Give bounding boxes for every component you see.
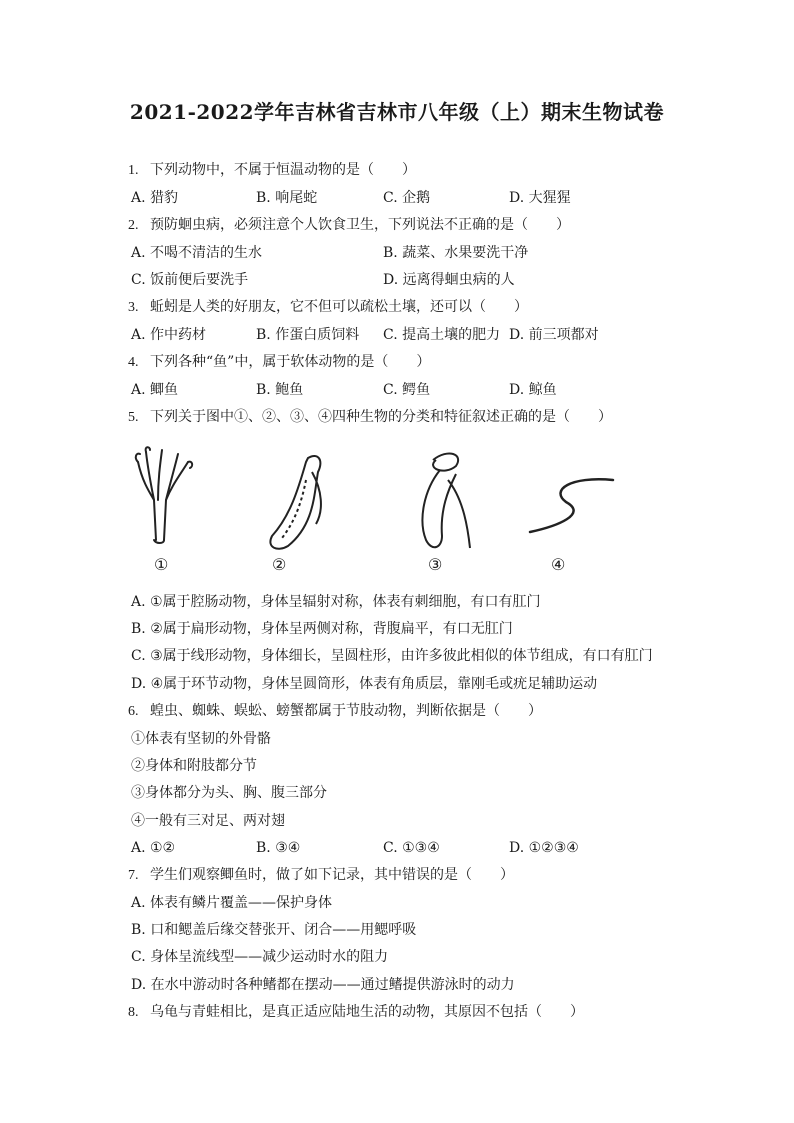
figure-label-3: ③	[428, 555, 443, 574]
option-b: B. 作蛋白质饲料	[256, 327, 360, 343]
question-stem: 下列动物中，不属于恒温动物的是（ ）	[150, 162, 416, 178]
question-7	[128, 865, 514, 886]
question-8	[128, 1002, 584, 1023]
question-stem: 乌龟与青蛙相比，是真正适应陆地生活的动物，其原因不包括（ ）	[150, 1004, 584, 1020]
option-d: D. 前三项都对	[509, 327, 599, 343]
option-c: C. ③属于线形动物，身体细长，呈圆柱形，由许多彼此相似的体节组成，有口有肛门	[131, 648, 653, 664]
option-c: C. 企鹅	[383, 190, 431, 206]
question-stem: 蝗虫、蜘蛛、蜈蚣、螃蟹都属于节肢动物，判断依据是（ ）	[150, 703, 542, 719]
question-6	[128, 701, 542, 722]
flatworm-drawing	[270, 456, 321, 549]
question-number: 3.	[128, 300, 139, 315]
option-c: C. 鳄鱼	[383, 382, 431, 398]
page-title: 2021-2022学年吉林省吉林市八年级（上）期末生物试卷	[129, 100, 665, 124]
question-number: 8.	[128, 1005, 139, 1020]
question-4	[128, 352, 430, 373]
statement-1: ①体表有坚韧的外骨骼	[131, 731, 271, 747]
option-b: B. ②属于扁形动物，身体呈两侧对称，背腹扁平，有口无肛门	[131, 621, 513, 637]
question-stem: 学生们观察鲫鱼时，做了如下记录，其中错误的是（ ）	[150, 867, 514, 883]
question-3	[128, 297, 528, 318]
option-d: D. ④属于环节动物，身体呈圆筒形，体表有角质层，靠刚毛或疣足辅助运动	[131, 676, 598, 692]
option-b: B. 鲍鱼	[256, 382, 304, 398]
option-b: B. 响尾蛇	[256, 190, 318, 206]
organism-figure	[118, 440, 618, 585]
option-d: D. 鲸鱼	[509, 382, 557, 398]
question-2	[128, 215, 570, 236]
option-d: D. 远离得蛔虫病的人	[383, 272, 515, 288]
option-a: A. 不喝不清洁的生水	[131, 245, 263, 261]
option-b: B. ③④	[256, 840, 301, 856]
option-b: B. 蔬菜、水果要洗干净	[383, 245, 529, 261]
option-d: D. ①②③④	[509, 840, 579, 856]
statement-3: ③身体都分为头、胸、腹三部分	[131, 785, 327, 801]
option-a: A. 鲫鱼	[131, 382, 179, 398]
question-number: 4.	[128, 355, 139, 370]
option-c: C. ①③④	[383, 840, 440, 856]
question-number: 5.	[128, 410, 139, 425]
statement-4: ④一般有三对足、两对翅	[131, 813, 285, 829]
question-1	[128, 160, 416, 181]
earthworm-drawing	[530, 479, 613, 532]
hydra-drawing	[136, 447, 192, 543]
option-d: D. 大猩猩	[509, 190, 571, 206]
question-stem: 预防蛔虫病，必须注意个人饮食卫生，下列说法不正确的是（ ）	[150, 217, 570, 233]
figure-label-4: ④	[551, 555, 566, 574]
statement-2: ②身体和附肢都分节	[131, 758, 257, 774]
option-a: A. ①属于腔肠动物，身体呈辐射对称，体表有刺细胞，有口有肛门	[131, 594, 541, 610]
option-d: D. 在水中游动时各种鳍都在摆动——通过鳍提供游泳时的动力	[131, 977, 515, 993]
option-b: B. 口和鳃盖后缘交替张开、闭合——用鳃呼吸	[131, 922, 417, 938]
option-c: C. 提高土壤的肥力	[383, 327, 501, 343]
roundworm-drawing	[422, 453, 470, 548]
question-number: 6.	[128, 704, 139, 719]
figure-label-2: ②	[272, 555, 287, 574]
question-stem: 下列各种“鱼”中，属于软体动物的是（ ）	[150, 354, 431, 370]
question-number: 7.	[128, 868, 139, 883]
option-a: A. ①②	[131, 840, 176, 856]
option-a: A. 作中药材	[131, 327, 207, 343]
option-c: C. 饭前便后要洗手	[131, 272, 249, 288]
question-5	[128, 407, 612, 428]
question-number: 2.	[128, 218, 139, 233]
option-a: A. 猎豹	[131, 190, 179, 206]
figure-label-1: ①	[154, 555, 169, 574]
option-a: A. 体表有鳞片覆盖——保护身体	[131, 895, 333, 911]
question-stem: 蚯蚓是人类的好朋友，它不但可以疏松土壤，还可以（ ）	[150, 299, 528, 315]
question-number: 1.	[128, 163, 139, 178]
question-stem: 下列关于图中①、②、③、④四种生物的分类和特征叙述正确的是（ ）	[150, 409, 612, 425]
option-c: C. 身体呈流线型——减少运动时水的阻力	[131, 949, 389, 965]
